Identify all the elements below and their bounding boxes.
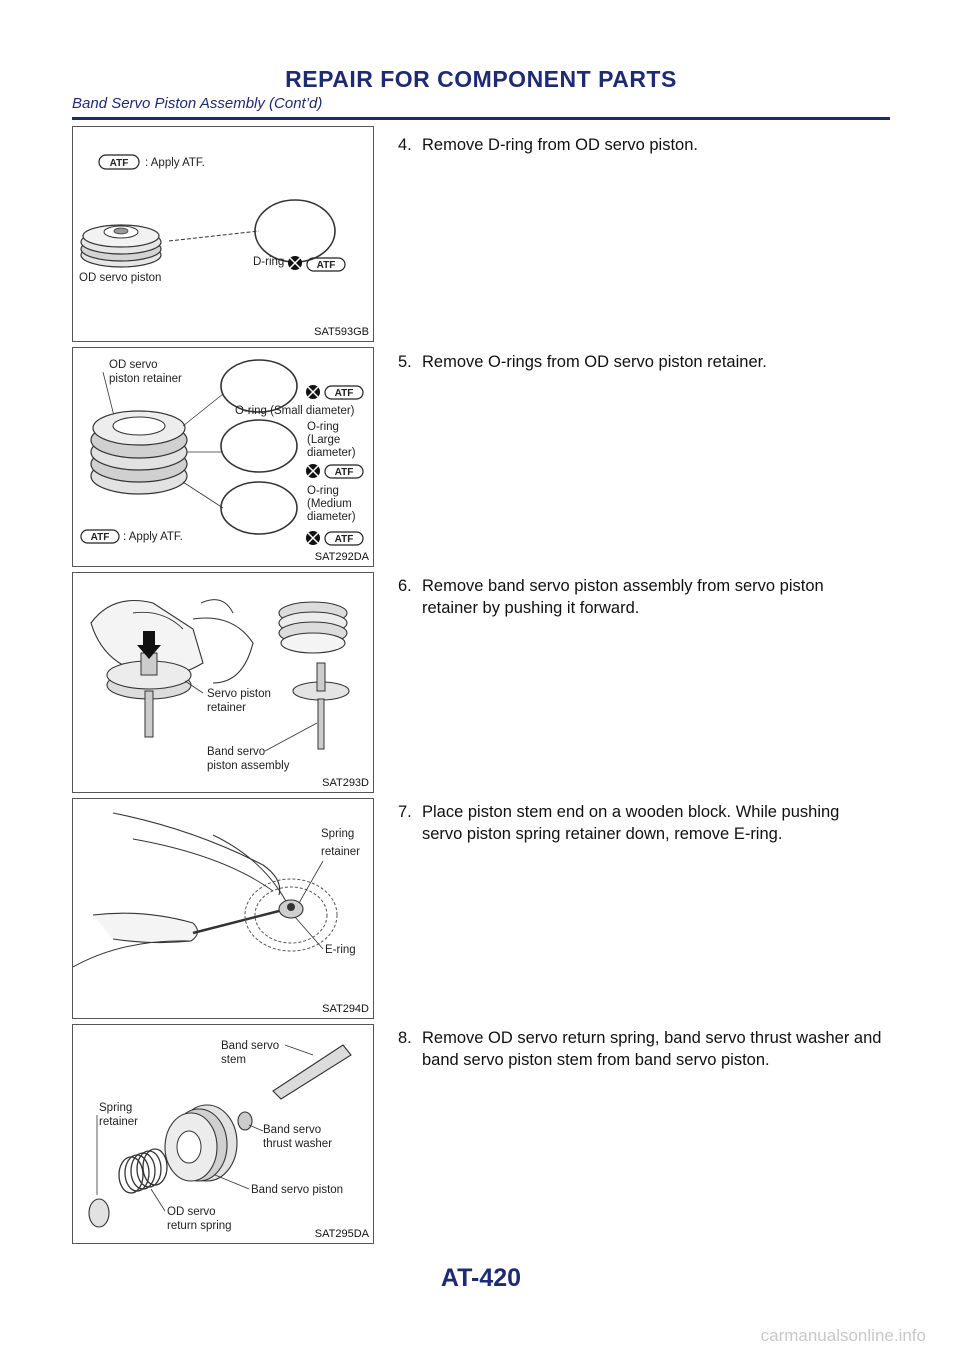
retainer-label-line1: OD servo: [109, 359, 158, 371]
o-ring-large-label-line3: diameter): [307, 447, 356, 459]
o-ring-medium-label-line1: O-ring: [307, 485, 339, 497]
spring-retainer-label-line2: retainer: [99, 1116, 138, 1128]
servo-piston-removal-illustration: [73, 573, 373, 792]
atf-badge: ATF: [334, 388, 354, 399]
replace-mark-icon: [306, 531, 320, 545]
band-servo-stem-label-line2: stem: [221, 1054, 246, 1066]
figure-sat593gb: [72, 126, 374, 342]
step-text: Remove O-rings from OD servo piston retainer.: [422, 353, 767, 371]
band-servo-piston-components-illustration: [73, 1025, 373, 1243]
page-number: AT-420: [440, 1264, 522, 1292]
o-ring-large-label-line1: O-ring: [307, 421, 339, 433]
step-text-line2: retainer by pushing it forward.: [422, 599, 640, 617]
page-header: [72, 66, 890, 112]
spring-retainer-label-line1: Spring: [99, 1102, 133, 1114]
spring-retainer-label-line2: retainer: [321, 846, 360, 858]
step-7: [398, 801, 890, 845]
figure-code: SAT295DA: [314, 1228, 369, 1240]
step-5: [398, 351, 890, 373]
od-servo-piston-label: OD servo piston: [79, 272, 162, 284]
band-servo-thrust-washer-label-line1: Band servo: [263, 1124, 322, 1136]
step-8: [398, 1027, 890, 1071]
step-number: 5.: [398, 353, 412, 371]
atf-badge: ATF: [90, 532, 110, 543]
o-ring-small-label: O-ring (Small diameter): [235, 405, 355, 417]
replace-mark-icon: [288, 256, 302, 270]
od-servo-piston-retainer-illustration: [73, 348, 373, 566]
e-ring-removal-illustration: [73, 799, 373, 1018]
retainer-label-line2: piston retainer: [109, 373, 182, 385]
atf-badge: ATF: [334, 467, 354, 478]
spring-retainer-label-line1: Spring: [321, 828, 355, 840]
atf-badge: ATF: [109, 158, 129, 169]
return-spring-coil: [119, 1149, 167, 1193]
servo-piston-retainer-label-line2: retainer: [207, 702, 246, 714]
step-text-line1: Remove OD servo return spring, band servo thrust washer and: [422, 1029, 882, 1047]
band-servo-piston-label: Band servo piston: [251, 1184, 344, 1196]
atf-badge: ATF: [316, 260, 336, 271]
figure-code: SAT292DA: [314, 551, 369, 563]
apply-atf-label: : Apply ATF.: [145, 157, 205, 169]
figure-sat294d: [72, 798, 374, 1019]
band-servo-thrust-washer-label-line2: thrust washer: [263, 1138, 333, 1150]
step-number: 4.: [398, 136, 412, 154]
o-ring-medium-label-line3: diameter): [307, 511, 356, 523]
figure-code: SAT293D: [322, 777, 369, 789]
d-ring-label: D-ring: [253, 256, 285, 268]
band-servo-piston-assembly-label-line2: piston assembly: [207, 760, 290, 772]
step-number: 8.: [398, 1029, 412, 1047]
o-ring-medium-label-line2: (Medium: [307, 498, 352, 510]
step-text-line2: servo piston spring retainer down, remove E-ring.: [422, 825, 783, 843]
header-divider: [72, 117, 890, 120]
replace-mark-icon: [306, 464, 320, 478]
step-text-line1: Place piston stem end on a wooden block. While pushing: [422, 803, 840, 821]
servo-piston-retainer-label-line1: Servo piston: [207, 688, 271, 700]
step-text-line1: Remove band servo piston assembly from servo piston: [422, 577, 824, 595]
step-4: [398, 134, 890, 156]
od-servo-piston-illustration: [73, 127, 373, 341]
replace-mark-icon: [306, 385, 320, 399]
o-ring-large-label-line2: (Large: [307, 434, 341, 446]
od-servo-return-spring-label-line2: return spring: [167, 1220, 232, 1232]
figure-code: SAT593GB: [314, 326, 369, 338]
figure-code: SAT294D: [322, 1003, 369, 1015]
band-servo-stem-label-line1: Band servo: [221, 1040, 280, 1052]
apply-atf-label: : Apply ATF.: [123, 531, 183, 543]
step-text-line2: band servo piston stem from band servo piston.: [422, 1051, 770, 1069]
od-servo-return-spring-label-line1: OD servo: [167, 1206, 216, 1218]
step-text: Remove D-ring from OD servo piston.: [422, 136, 698, 154]
band-servo-piston-assembly-label-line1: Band servo: [207, 746, 266, 758]
step-number: 6.: [398, 577, 412, 595]
figure-sat293d: [72, 572, 374, 793]
e-ring-label: E-ring: [325, 944, 356, 956]
figure-sat292da: [72, 347, 374, 567]
watermark: carmanualsonline.info: [760, 1326, 926, 1345]
section-subtitle: Band Servo Piston Assembly (Cont’d): [72, 95, 323, 112]
atf-badge: ATF: [334, 534, 354, 545]
section-title: REPAIR FOR COMPONENT PARTS: [285, 66, 677, 92]
step-6: [398, 575, 890, 619]
figure-sat295da: [72, 1024, 374, 1244]
step-number: 7.: [398, 803, 412, 821]
